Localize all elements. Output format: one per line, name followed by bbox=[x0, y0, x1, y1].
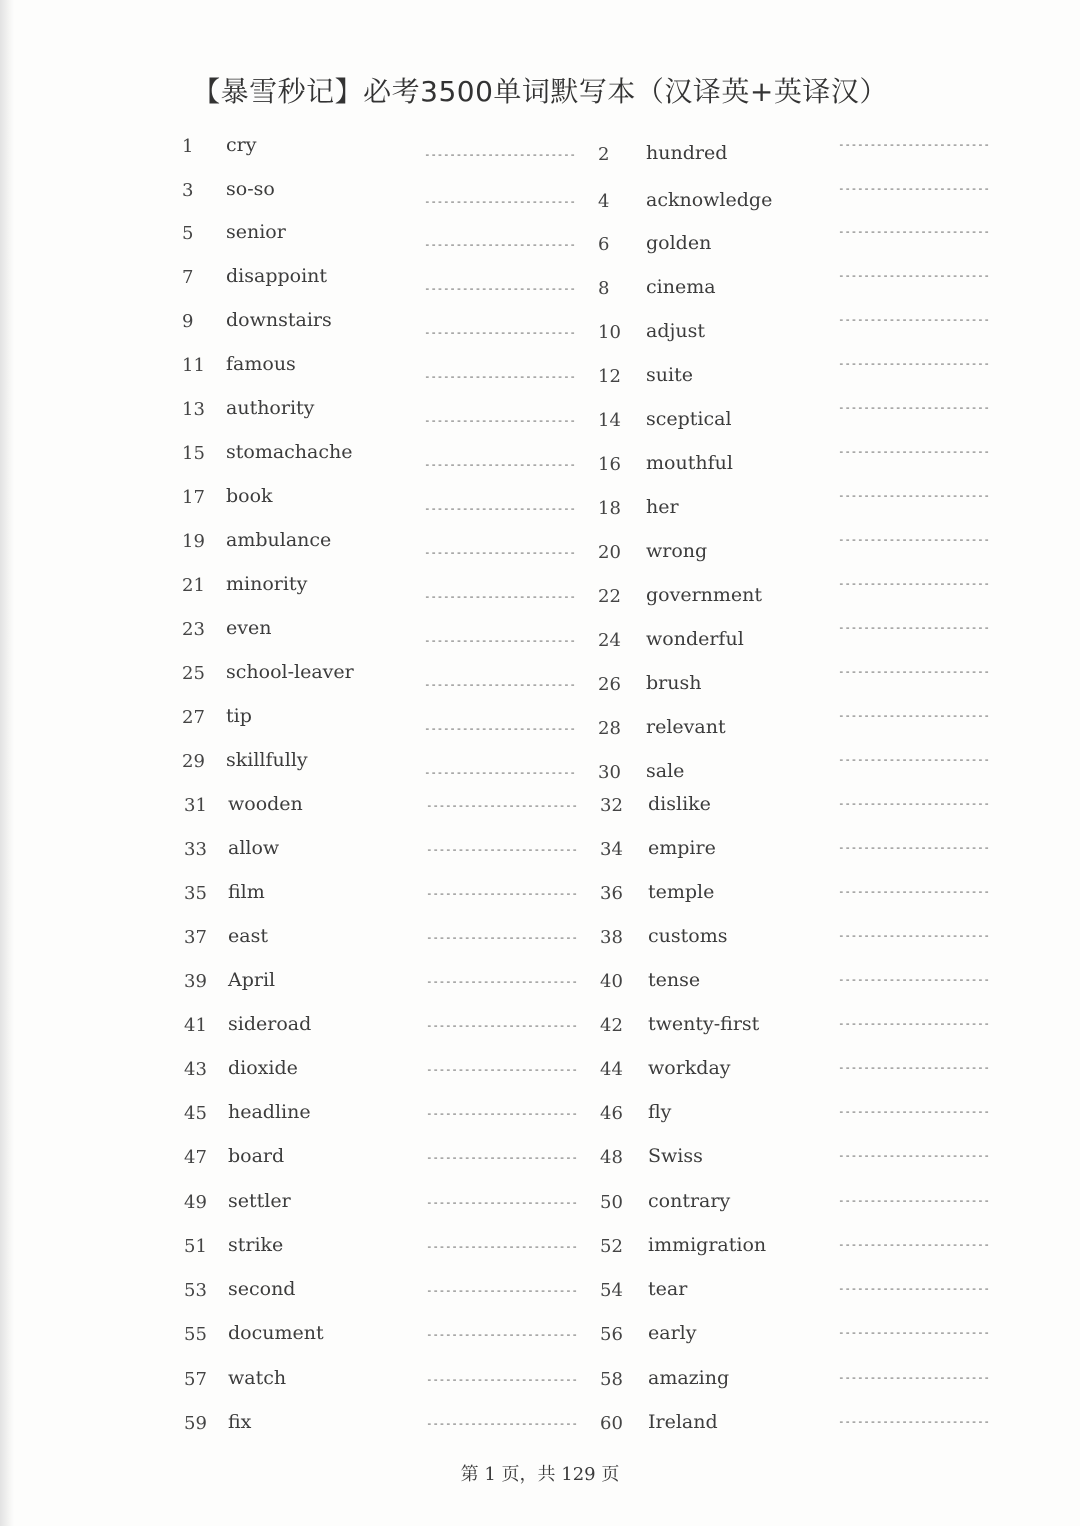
left-item-number: 39 bbox=[184, 971, 207, 992]
answer-blank-line: ------------------------ bbox=[838, 621, 990, 634]
answer-blank-line: ------------------------ bbox=[838, 885, 990, 898]
left-item-number: 7 bbox=[182, 267, 194, 288]
answer-blank-line: ------------------------ bbox=[424, 590, 576, 603]
right-word: empire bbox=[648, 837, 716, 859]
right-item-number: 50 bbox=[600, 1192, 623, 1213]
left-item-number: 45 bbox=[184, 1103, 207, 1124]
answer-blank-line: ------------------------ bbox=[838, 577, 990, 590]
right-word: hundred bbox=[646, 142, 728, 164]
word-row bbox=[0, 619, 1080, 649]
left-item-number: 19 bbox=[182, 531, 205, 552]
left-item-number: 11 bbox=[182, 355, 205, 376]
answer-blank-line: ------------------------ bbox=[838, 1017, 990, 1030]
right-item-number: 18 bbox=[598, 498, 621, 519]
left-word: skillfully bbox=[226, 749, 308, 771]
answer-blank-line: ------------------------ bbox=[424, 502, 576, 515]
answer-blank-line: ------------------------ bbox=[838, 489, 990, 502]
right-item-number: 22 bbox=[598, 586, 621, 607]
left-item-number: 51 bbox=[184, 1236, 207, 1257]
left-word: fix bbox=[228, 1411, 252, 1433]
answer-blank-line: ------------------------ bbox=[424, 722, 576, 735]
left-word: senior bbox=[226, 221, 286, 243]
right-word: customs bbox=[648, 925, 728, 947]
word-row bbox=[0, 1369, 1080, 1399]
answer-blank-line: ------------------------ bbox=[424, 634, 576, 647]
right-item-number: 30 bbox=[598, 762, 621, 783]
answer-blank-line: ------------------------ bbox=[838, 1194, 990, 1207]
answer-blank-line: ------------------------ bbox=[426, 1196, 578, 1209]
answer-blank-line: ------------------------ bbox=[426, 1240, 578, 1253]
answer-blank-line: ------------------------ bbox=[838, 533, 990, 546]
left-word: school-leaver bbox=[226, 661, 354, 683]
left-item-number: 55 bbox=[184, 1324, 207, 1345]
left-word: disappoint bbox=[226, 265, 328, 287]
left-item-number: 1 bbox=[182, 136, 194, 157]
left-word: east bbox=[228, 925, 268, 947]
answer-blank-line: ------------------------ bbox=[838, 225, 990, 238]
answer-blank-line: ------------------------ bbox=[838, 1371, 990, 1384]
right-word: temple bbox=[648, 881, 715, 903]
answer-blank-line: ------------------------ bbox=[426, 975, 578, 988]
left-word: cry bbox=[226, 134, 257, 156]
right-item-number: 44 bbox=[600, 1059, 623, 1080]
answer-blank-line: ------------------------ bbox=[424, 414, 576, 427]
right-item-number: 16 bbox=[598, 454, 621, 475]
right-word: cinema bbox=[646, 276, 716, 298]
right-item-number: 4 bbox=[598, 191, 610, 212]
left-item-number: 57 bbox=[184, 1369, 207, 1390]
answer-blank-line: ------------------------ bbox=[426, 843, 578, 856]
answer-blank-line: ------------------------ bbox=[426, 1107, 578, 1120]
left-word: tip bbox=[226, 705, 252, 727]
right-word: dislike bbox=[648, 793, 711, 815]
right-item-number: 10 bbox=[598, 322, 621, 343]
right-word: adjust bbox=[646, 320, 706, 342]
word-row bbox=[0, 136, 1080, 166]
right-item-number: 6 bbox=[598, 234, 610, 255]
left-word: authority bbox=[226, 397, 315, 419]
answer-blank-line: ------------------------ bbox=[838, 753, 990, 766]
answer-blank-line: ------------------------ bbox=[838, 709, 990, 722]
word-row bbox=[0, 399, 1080, 429]
right-word: tear bbox=[648, 1278, 688, 1300]
left-word: document bbox=[228, 1322, 324, 1344]
left-item-number: 21 bbox=[182, 575, 205, 596]
right-item-number: 14 bbox=[598, 410, 621, 431]
answer-blank-line: ------------------------ bbox=[424, 282, 576, 295]
right-item-number: 42 bbox=[600, 1015, 623, 1036]
right-item-number: 48 bbox=[600, 1147, 623, 1168]
answer-blank-line: ------------------------ bbox=[838, 445, 990, 458]
right-item-number: 56 bbox=[600, 1324, 623, 1345]
answer-blank-line: ------------------------ bbox=[426, 1328, 578, 1341]
right-word: golden bbox=[646, 232, 712, 254]
word-row bbox=[0, 663, 1080, 693]
answer-blank-line: ------------------------ bbox=[424, 458, 576, 471]
answer-blank-line: ------------------------ bbox=[426, 887, 578, 900]
answer-blank-line: ------------------------ bbox=[424, 195, 576, 208]
answer-blank-line: ------------------------ bbox=[424, 546, 576, 559]
left-word: sideroad bbox=[228, 1013, 312, 1035]
left-word: board bbox=[228, 1145, 285, 1167]
right-word: wonderful bbox=[646, 628, 744, 650]
left-item-number: 27 bbox=[182, 707, 205, 728]
left-item-number: 9 bbox=[182, 311, 194, 332]
left-word: wooden bbox=[228, 793, 303, 815]
left-item-number: 3 bbox=[182, 180, 194, 201]
word-row bbox=[0, 1280, 1080, 1310]
right-item-number: 54 bbox=[600, 1280, 623, 1301]
right-word: mouthful bbox=[646, 452, 733, 474]
word-row bbox=[0, 531, 1080, 561]
word-row bbox=[0, 1059, 1080, 1089]
right-item-number: 40 bbox=[600, 971, 623, 992]
answer-blank-line: ------------------------ bbox=[424, 766, 576, 779]
left-word: allow bbox=[228, 837, 280, 859]
left-word: settler bbox=[228, 1190, 291, 1212]
right-word: suite bbox=[646, 364, 693, 386]
left-word: April bbox=[228, 969, 276, 991]
answer-blank-line: ------------------------ bbox=[838, 1105, 990, 1118]
right-word: government bbox=[646, 584, 763, 606]
right-word: workday bbox=[648, 1057, 731, 1079]
word-row bbox=[0, 1015, 1080, 1045]
answer-blank-line: ------------------------ bbox=[838, 841, 990, 854]
right-item-number: 26 bbox=[598, 674, 621, 695]
left-item-number: 17 bbox=[182, 487, 205, 508]
word-row bbox=[0, 751, 1080, 781]
answer-blank-line: ------------------------ bbox=[838, 1238, 990, 1251]
right-item-number: 28 bbox=[598, 718, 621, 739]
right-word: contrary bbox=[648, 1190, 731, 1212]
answer-blank-line: ------------------------ bbox=[838, 313, 990, 326]
word-row bbox=[0, 927, 1080, 957]
word-row bbox=[0, 180, 1080, 210]
left-word: downstairs bbox=[226, 309, 332, 331]
right-word: Swiss bbox=[648, 1145, 703, 1167]
right-item-number: 58 bbox=[600, 1369, 623, 1390]
answer-blank-line: ------------------------ bbox=[424, 326, 576, 339]
right-item-number: 52 bbox=[600, 1236, 623, 1257]
answer-blank-line: ------------------------ bbox=[426, 799, 578, 812]
right-item-number: 20 bbox=[598, 542, 621, 563]
left-item-number: 29 bbox=[182, 751, 205, 772]
left-item-number: 13 bbox=[182, 399, 205, 420]
right-word: Ireland bbox=[648, 1411, 718, 1433]
right-word: brush bbox=[646, 672, 702, 694]
word-row bbox=[0, 575, 1080, 605]
left-item-number: 41 bbox=[184, 1015, 207, 1036]
answer-blank-line: ------------------------ bbox=[426, 1019, 578, 1032]
answer-blank-line: ------------------------ bbox=[838, 973, 990, 986]
answer-blank-line: ------------------------ bbox=[838, 1149, 990, 1162]
right-item-number: 8 bbox=[598, 278, 610, 299]
left-word: ambulance bbox=[226, 529, 332, 551]
answer-blank-line: ------------------------ bbox=[838, 929, 990, 942]
left-word: stomachache bbox=[226, 441, 353, 463]
answer-blank-line: ------------------------ bbox=[426, 1151, 578, 1164]
left-item-number: 59 bbox=[184, 1413, 207, 1434]
answer-blank-line: ------------------------ bbox=[424, 678, 576, 691]
page-title: 【暴雪秒记】必考3500单词默写本（汉译英+英译汉） bbox=[192, 75, 888, 108]
right-word: fly bbox=[648, 1101, 672, 1123]
answer-blank-line: ------------------------ bbox=[838, 1061, 990, 1074]
left-word: book bbox=[226, 485, 273, 507]
word-row bbox=[0, 487, 1080, 517]
answer-blank-line: ------------------------ bbox=[424, 238, 576, 251]
answer-blank-line: ------------------------ bbox=[426, 1417, 578, 1430]
answer-blank-line: ------------------------ bbox=[838, 269, 990, 282]
right-item-number: 34 bbox=[600, 839, 623, 860]
right-word: wrong bbox=[646, 540, 708, 562]
word-row bbox=[0, 839, 1080, 869]
right-word: early bbox=[648, 1322, 697, 1344]
word-row bbox=[0, 971, 1080, 1001]
answer-blank-line: ------------------------ bbox=[426, 1063, 578, 1076]
answer-blank-line: ------------------------ bbox=[424, 148, 576, 161]
word-row bbox=[0, 1147, 1080, 1177]
left-item-number: 37 bbox=[184, 927, 207, 948]
word-row bbox=[0, 1236, 1080, 1266]
page-footer: 第 1 页，共 129 页 bbox=[460, 1464, 620, 1485]
left-item-number: 25 bbox=[182, 663, 205, 684]
word-row bbox=[0, 311, 1080, 341]
answer-blank-line: ------------------------ bbox=[426, 931, 578, 944]
word-row bbox=[0, 1324, 1080, 1354]
answer-blank-line: ------------------------ bbox=[838, 797, 990, 810]
answer-blank-line: ------------------------ bbox=[838, 357, 990, 370]
left-item-number: 15 bbox=[182, 443, 205, 464]
word-row bbox=[0, 1103, 1080, 1133]
left-word: watch bbox=[228, 1367, 287, 1389]
answer-blank-line: ------------------------ bbox=[426, 1373, 578, 1386]
right-item-number: 24 bbox=[598, 630, 621, 651]
word-row bbox=[0, 443, 1080, 473]
right-word: twenty-first bbox=[648, 1013, 760, 1035]
word-row bbox=[0, 795, 1080, 825]
answer-blank-line: ------------------------ bbox=[838, 665, 990, 678]
left-word: strike bbox=[228, 1234, 284, 1256]
right-item-number: 2 bbox=[598, 144, 610, 165]
right-word: her bbox=[646, 496, 679, 518]
right-word: relevant bbox=[646, 716, 726, 738]
left-item-number: 5 bbox=[182, 223, 194, 244]
answer-blank-line: ------------------------ bbox=[838, 1282, 990, 1295]
left-item-number: 35 bbox=[184, 883, 207, 904]
right-item-number: 38 bbox=[600, 927, 623, 948]
left-word: headline bbox=[228, 1101, 311, 1123]
right-item-number: 12 bbox=[598, 366, 621, 387]
left-word: famous bbox=[226, 353, 296, 375]
word-row bbox=[0, 267, 1080, 297]
left-word: dioxide bbox=[228, 1057, 298, 1079]
answer-blank-line: ------------------------ bbox=[838, 401, 990, 414]
right-item-number: 32 bbox=[600, 795, 623, 816]
left-item-number: 43 bbox=[184, 1059, 207, 1080]
left-word: second bbox=[228, 1278, 296, 1300]
right-word: acknowledge bbox=[646, 189, 773, 211]
word-row bbox=[0, 1413, 1080, 1443]
right-word: sceptical bbox=[646, 408, 732, 430]
left-item-number: 53 bbox=[184, 1280, 207, 1301]
answer-blank-line: ------------------------ bbox=[838, 182, 990, 195]
right-word: immigration bbox=[648, 1234, 767, 1256]
word-row bbox=[0, 223, 1080, 253]
word-row bbox=[0, 883, 1080, 913]
right-item-number: 36 bbox=[600, 883, 623, 904]
answer-blank-line: ------------------------ bbox=[838, 138, 990, 151]
answer-blank-line: ------------------------ bbox=[838, 1326, 990, 1339]
word-row bbox=[0, 355, 1080, 385]
right-word: sale bbox=[646, 760, 685, 782]
left-word: film bbox=[228, 881, 265, 903]
answer-blank-line: ------------------------ bbox=[424, 370, 576, 383]
answer-blank-line: ------------------------ bbox=[426, 1284, 578, 1297]
left-word: minority bbox=[226, 573, 308, 595]
right-word: tense bbox=[648, 969, 701, 991]
left-item-number: 23 bbox=[182, 619, 205, 640]
left-item-number: 47 bbox=[184, 1147, 207, 1168]
word-row bbox=[0, 1192, 1080, 1222]
left-word: even bbox=[226, 617, 272, 639]
right-word: amazing bbox=[648, 1367, 730, 1389]
left-item-number: 49 bbox=[184, 1192, 207, 1213]
word-row bbox=[0, 707, 1080, 737]
left-item-number: 33 bbox=[184, 839, 207, 860]
right-item-number: 46 bbox=[600, 1103, 623, 1124]
answer-blank-line: ------------------------ bbox=[838, 1415, 990, 1428]
right-item-number: 60 bbox=[600, 1413, 623, 1434]
left-word: so-so bbox=[226, 178, 275, 200]
left-item-number: 31 bbox=[184, 795, 207, 816]
